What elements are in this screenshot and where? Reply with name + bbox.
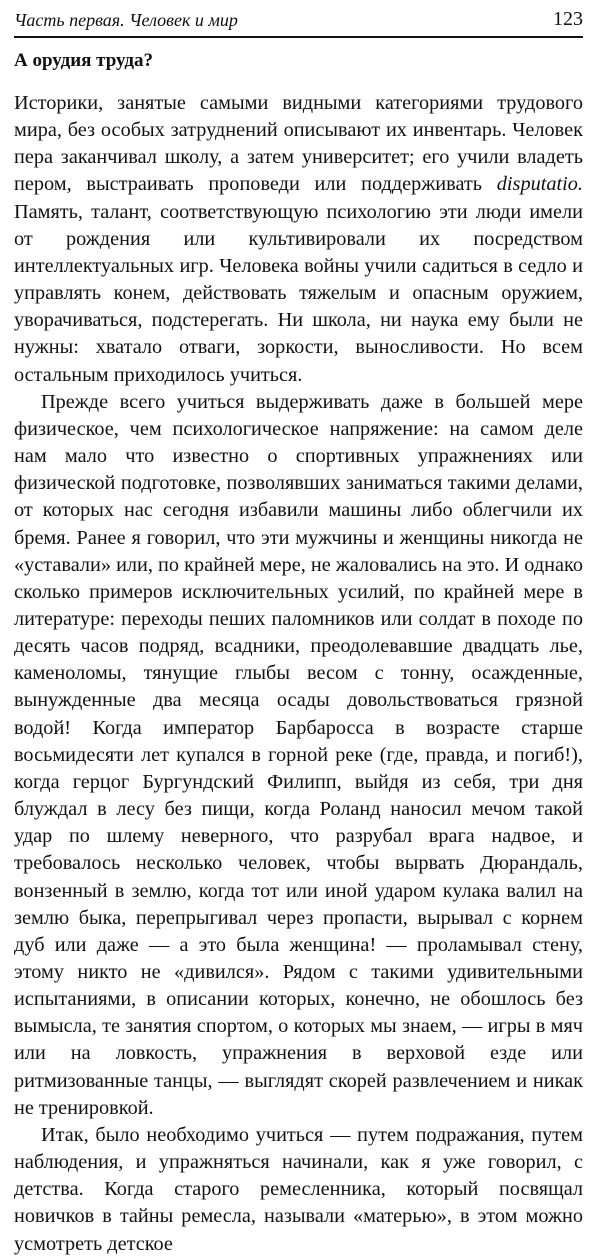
section-heading: А орудия труда? [14,50,153,71]
running-title: Часть первая. Человек и мир [14,10,238,30]
paragraph-3: Итак, было необходимо учиться — путем подражания, путем наблюдения, и упражняться начинали, как я уже говорил, с детства. Когда старого ремесленника, который посвящал новичков в тайны ремесла, называли «матерью», в этом можно усмотреть детское [14,1123,583,1255]
paragraph-1-text-a: Историки, занятые самыми видными категориями трудового мира, без особых затруднений описывают их инвентарь. Человек пера заканчивал школу, а затем университет; его учили владеть пером, выстраивать проповеди или поддерживать [14,92,583,196]
paragraph-1-emphasis: disputatio. [496,173,583,196]
page-number: 123 [553,8,583,30]
running-head [14,6,583,38]
paragraph-1-text-b: Память, талант, соответствующую психологию эти люди имели от рождения или культивировали их посредством интеллектуальных игр. Человека войны учили садиться в седло и управлять конем, действовать тяжелым и опасным оружием, уворачиваться, подстерегать. Ни школа, ни наука ему были не нужны: хватало отваги, зоркости, выносливости. Но всем остальным приходилось учиться. [14,200,583,386]
body-text [14,90,583,1258]
paragraph-2: Прежде всего учиться выдерживать даже в большей мере физическое, чем психологическое напряжение: на самом деле нам мало что известно о спортивных упражнениях или физической подготовке, позволявших заниматься такими делами, от которых нас сегодня избавили машины либо облегчили их бремя. Ранее я говорил, что эти мужчины и женщины никогда не «уставали» или, по крайней мере, не жаловались на это. И однако сколько примеров исключительных усилий, по крайней мере в литературе: переходы пеших паломников или солдат в походе по десять часов подряд, всадники, преодолевавшие двадцать лье, каменоломы, тянущие глыбы весом с тонну, осажденные, вынужденные два месяца осады довольствоваться грязной водой! Когда император Барбаросса в возрасте старше восьмидесяти лет купался в горной реке (где, правда, и погиб!), когда герцог Бургундский Филипп, выйдя из себя, три дня блуждал в лесу без пищи, когда Роланд наносил мечом такой удар по шлему неверного, что разрубал врага надвое, и требовалось несколько человек, чтобы вырвать Дюрандаль, вонзенный в землю, когда тот или иной ударом кулака валил на землю быка, перепрыгивал через пропасти, вырывал с корнем дуб или даже — а это была женщина! — проламывал стену, этому никто не «дивился». Рядом с такими удивительными испытаниями, в описании которых, конечно, не обошлось без вымысла, те занятия спортом, о которых мы знаем, — игры в мяч или на ловкость, упражнения в верховой езде или ритмизованные танцы, — выглядят скорей развлечением и никак не тренировкой. [14,390,583,1119]
paragraph-1 [14,90,583,389]
